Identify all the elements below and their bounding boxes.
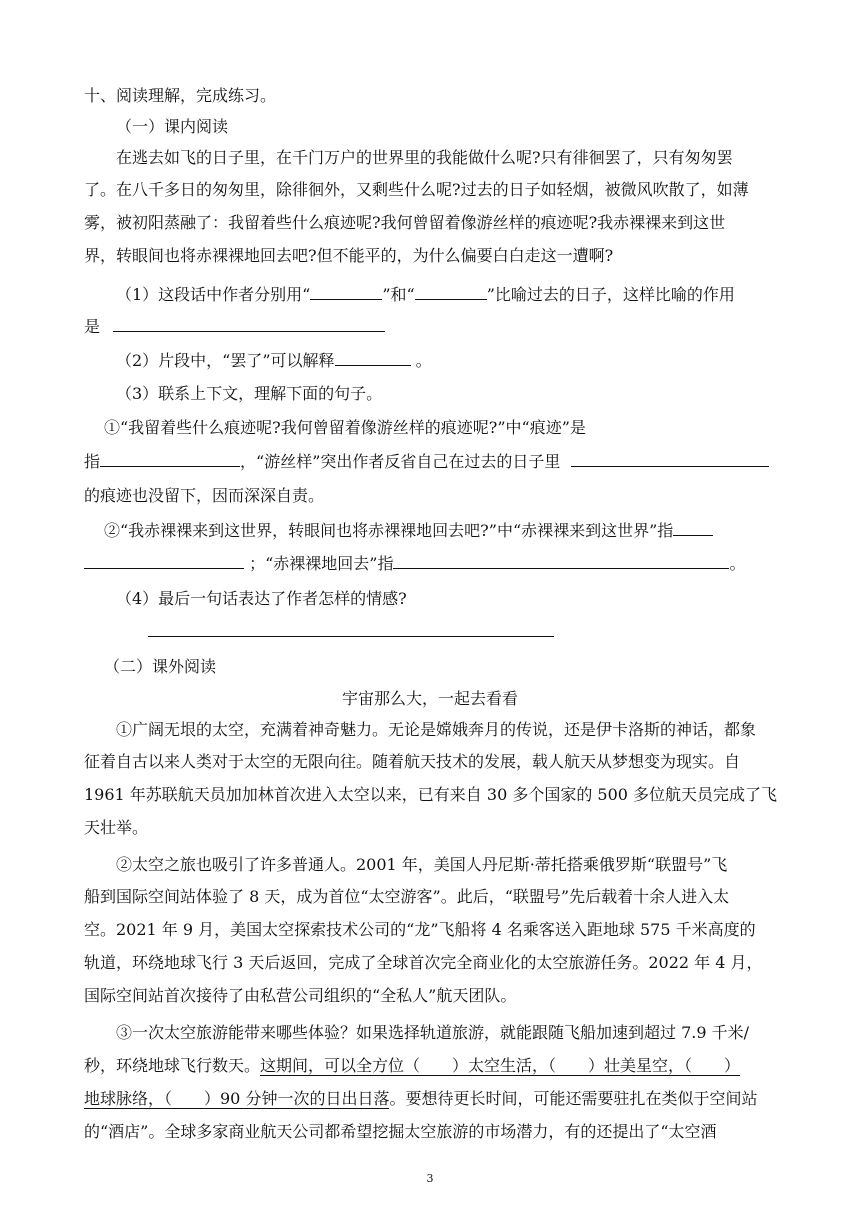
answer-blank[interactable] [393,554,729,569]
q2-text: 。 [415,351,432,370]
answer-blank[interactable] [84,554,244,569]
underlined-sentence: 这期间，可以全方位（ ）太空生活，（ ）壮美星空，（ ） [260,1056,741,1075]
article-text: 秒，环绕地球飞行数天。 [84,1056,261,1075]
q3-text: 指 [84,452,101,471]
underlined-sentence: 地球脉络，（ ）90 分钟一次的日出日落 [84,1089,390,1108]
article-line [84,1089,757,1109]
answer-blank[interactable] [310,285,382,300]
article-line: 天壮举。 [84,818,149,837]
question-2 [116,351,432,371]
q3-text: ②“我赤裸裸来到这世界，转眼间也将赤裸裸地回去吧?”中“赤裸裸来到这世界”指 [104,521,674,540]
article-line: 轨道，环绕地球飞行 3 天后返回，完成了全球首次完全商业化的太空旅游任务。2022 年 4 月， [84,953,763,972]
section-heading: 十、阅读理解，完成练习。 [84,86,277,105]
q3-text: ；“赤裸裸地回去”指 [249,554,394,573]
answer-blank[interactable] [100,452,240,467]
article-text: 。要想待更长时间，可能还需要驻扎在类似于空间站 [389,1089,758,1108]
answer-blank[interactable] [113,317,385,332]
question-4: （4）最后一句话表达了作者怎样的情感? [116,589,407,608]
question-1-cont [84,317,385,337]
q1-text: ”和“ [382,285,415,304]
answer-blank[interactable] [415,285,487,300]
q1-text: ”比喻过去的日子，这样比喻的作用 [486,285,735,304]
question-3-1-cont [84,452,769,472]
answer-line[interactable] [148,636,554,637]
passage-line: 雾，被初阳蒸融了：我留着些什么痕迹呢?我何曾留着像游丝样的痕迹呢?我赤裸裸来到这世 [84,213,726,232]
passage-line: 界，转眼间也将赤裸裸地回去吧?但不能平的，为什么偏要白白走这一遭啊? [84,246,614,265]
answer-blank[interactable] [673,521,713,536]
q3-text: 。 [729,554,746,573]
answer-blank[interactable] [571,452,769,467]
question-1 [116,285,735,305]
q1-text: 是 [84,317,101,336]
question-3-2 [104,521,713,541]
article-line: 船到国际空间站体验了 8 天，成为首位“太空游客”。此后，“联盟号”先后载着十余人进入太 [84,887,730,906]
article-line: 空。2021 年 9 月，美国太空探索技术公司的“龙”飞船将 4 名乘客送入距地球 575 千米高度的 [84,920,756,939]
question-3-2-cont [84,554,745,574]
article-line: 征着自古以来人类对于太空的无限向往。随着航天技术的发展，载人航天从梦想变为现实。自 [84,752,741,771]
part2-heading: （二）课外阅读 [104,657,217,676]
article-line: ②太空之旅也吸引了许多普通人。2001 年，美国人丹尼斯·蒂托搭乘俄罗斯“联盟号”飞 [116,855,728,874]
q2-text: （2）片段中，“罢了”可以解释 [116,351,335,370]
part1-heading: （一）课内阅读 [116,117,229,136]
q3-text: ，“游丝样”突出作者反省自己在过去的日子里 [240,452,561,471]
question-3-1: ①“我留着些什么痕迹呢?我何曾留着像游丝样的痕迹呢?”中“痕迹”是 [104,418,586,437]
page-number: 3 [426,1172,434,1185]
article-line: 国际空间站首次接待了由私营公司组织的“全私人”航天团队。 [84,986,517,1005]
article-line: ③一次太空旅游能带来哪些体验？如果选择轨道旅游，就能跟随飞船加速到超过 7.9 千米/ [116,1023,750,1042]
article-title: 宇宙那么大，一起去看看 [341,689,518,708]
answer-blank[interactable] [335,351,411,366]
article-line [84,1056,740,1076]
passage-line: 在逃去如飞的日子里，在千门万户的世界里的我能做什么呢?只有徘徊罢了，只有匆匆罢 [116,148,733,167]
article-line: ①广阔无垠的太空，充满着神奇魅力。无论是嫦娥奔月的传说，还是伊卡洛斯的神话，都象 [116,720,757,739]
article-line: 1961 年苏联航天员加加林首次进入太空以来，已有来自 30 多个国家的 500 多位航天员完成了飞 [84,785,778,804]
q1-text: （1）这段话中作者分别用“ [116,285,311,304]
article-line: 的“酒店”。全球多家商业航天公司都希望挖掘太空旅游的市场潜力，有的还提出了“太空酒 [84,1122,717,1141]
passage-line: 了。在八千多日的匆匆里，除徘徊外，又剩些什么呢?过去的日子如轻烟，被微风吹散了，如薄 [84,180,749,199]
question-3: （3）联系上下文，理解下面的句子。 [116,384,383,403]
question-3-1-end: 的痕迹也没留下，因而深深自责。 [84,486,325,505]
